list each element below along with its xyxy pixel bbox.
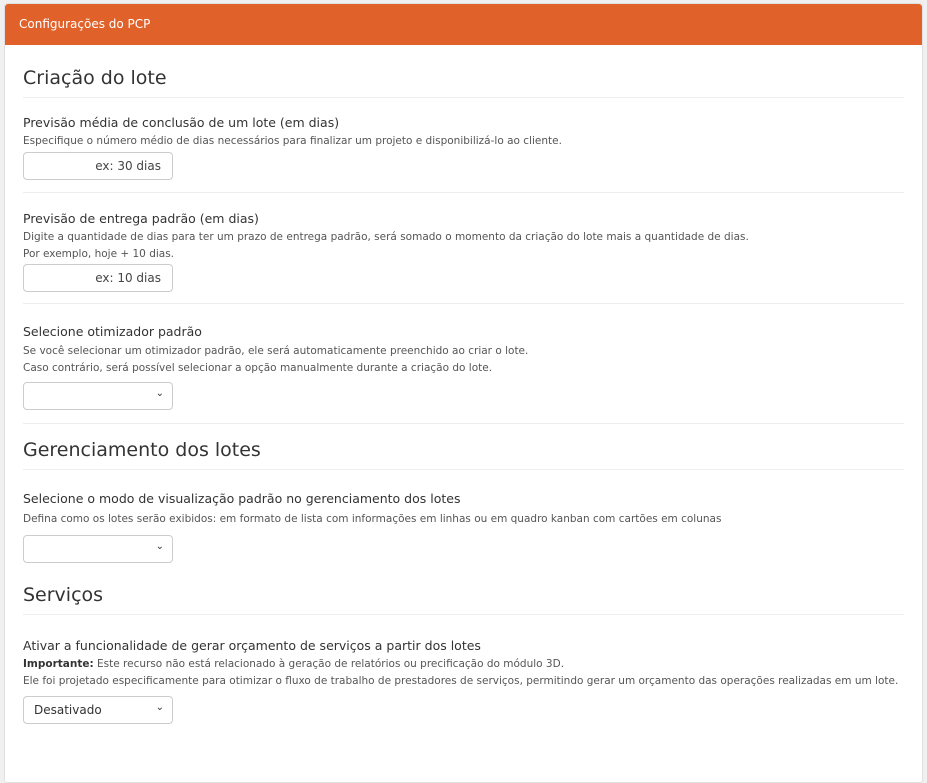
modo-label: Selecione o modo de visualização padrão no gerenciamento dos lotes (23, 491, 461, 506)
divider (23, 423, 904, 424)
chevron-down-icon: ⌄ (155, 702, 164, 713)
orcamento-important (23, 656, 564, 673)
orcamento-important-label: Importante: (23, 658, 94, 670)
previsao-entrega-help: Digite a quantidade de dias para ter um prazo de entrega padrão, será somado o momento da criação do lote mais a quantidade de dias. (23, 231, 749, 243)
previsao-media-help: Especifique o número médio de dias necessários para finalizar um projeto e disponibilizá-lo ao cliente. (23, 135, 562, 147)
previsao-media-input[interactable] (23, 152, 173, 180)
modo-help: Defina como os lotes serão exibidos: em formato de lista com informações em linhas ou em quadro kanban com cartões em colunas (23, 513, 722, 525)
divider (23, 303, 904, 304)
orcamento-help: Ele foi projetado especificamente para otimizar o fluxo de trabalho de prestadores de serviços, permitindo gerar um orçamento das operações realizadas em um lote. (23, 675, 899, 687)
chevron-down-icon: ⌄ (155, 541, 164, 552)
panel-header (5, 4, 922, 45)
section-title-servicos: Serviços (23, 584, 904, 615)
otimizador-help-2: Caso contrário, será possível selecionar a opção manualmente durante a criação do lote. (23, 362, 493, 374)
pcp-settings-panel (4, 3, 923, 783)
modo-select[interactable] (23, 535, 173, 563)
previsao-entrega-example: Por exemplo, hoje + 10 dias. (23, 248, 175, 260)
otimizador-label: Selecione otimizador padrão (23, 324, 202, 339)
orcamento-select[interactable] (23, 696, 173, 724)
section-title-gerenciamento: Gerenciamento dos lotes (23, 439, 904, 470)
otimizador-help: Se você selecionar um otimizador padrão, ele será automaticamente preenchido ao criar o lote. (23, 345, 529, 357)
orcamento-important-text: Este recurso não está relacionado à geração de relatórios ou precificação do módulo 3D. (93, 658, 565, 670)
previsao-entrega-label: Previsão de entrega padrão (em dias) (23, 211, 259, 226)
previsao-media-label: Previsão média de conclusão de um lote (em dias) (23, 115, 340, 130)
orcamento-label: Ativar a funcionalidade de gerar orçamento de serviços a partir dos lotes (23, 638, 481, 653)
divider (23, 192, 904, 193)
otimizador-select[interactable] (23, 382, 173, 410)
previsao-entrega-input[interactable] (23, 264, 173, 292)
orcamento-selected: Desativado (34, 703, 102, 717)
panel-title: Configurações do PCP (19, 17, 151, 31)
section-title-criacao: Criação do lote (23, 67, 904, 98)
chevron-down-icon: ⌄ (155, 388, 164, 399)
